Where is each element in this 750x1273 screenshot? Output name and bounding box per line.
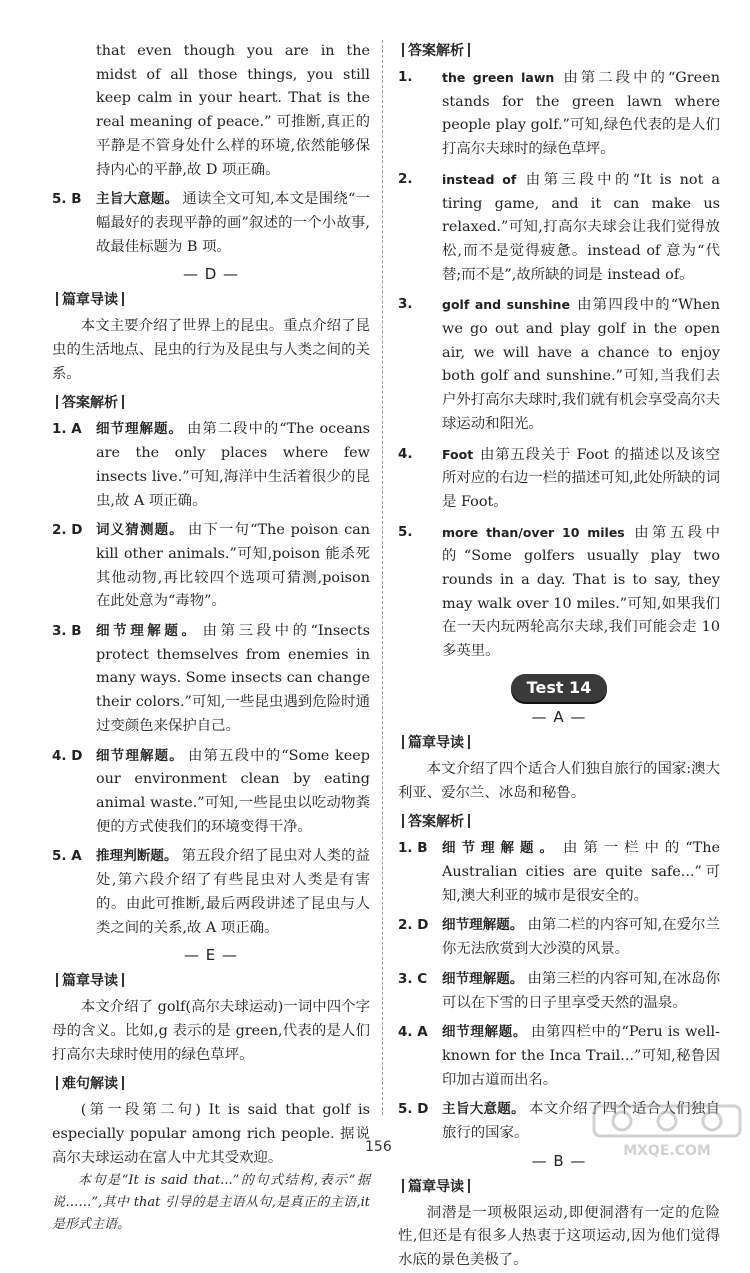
column-divider xyxy=(382,40,383,1115)
question-item xyxy=(52,620,370,739)
question-explanation: 由第三段中的“It is not a tiring game, and it can make us relaxed.”可知,打高尔夫球会让我们觉得放松,而不是觉得疲惫。instead of 意为“代替;而不是”,故所缺的词是 instead of。 xyxy=(442,171,720,283)
question-type: 细节理解题。 xyxy=(442,970,524,987)
question-item xyxy=(398,293,720,436)
section-label: 篇章导读 xyxy=(398,1176,720,1198)
question-item xyxy=(398,968,720,1015)
question-number: 3. C xyxy=(398,970,428,987)
section-label: 答案解析 xyxy=(398,40,720,62)
question-item xyxy=(398,443,720,515)
question-explanation: 由下一句“The poison can kill other animals.”可知,poison 能杀死其他动物,再比较四个选项可猜测,poison 在此处意为“毒物”。 xyxy=(96,522,370,610)
question-explanation: 第五段介绍了昆虫对人类的益处,第六段介绍了有些昆虫对人类是有害的。由此可推断,最后两段讲述了昆虫与人类之间的关系,故 A 项正确。 xyxy=(96,848,370,936)
question-explanation: 由第五段关于 Foot 的描述以及该空所对应的右边一栏的描述可知,此处所缺的词是 Foot。 xyxy=(442,446,720,510)
question-explanation: 由第一栏中的“The Australian cities are quite safe...”可知,澳大利亚的城市是很安全的。 xyxy=(442,840,720,904)
passage-guide: 本文主要介绍了世界上的昆虫。重点介绍了昆虫的生活地点、昆虫的行为及昆虫与人类之间的关系。 xyxy=(52,318,370,382)
question-number: 4. D xyxy=(52,747,83,764)
watermark-text: MXQE.COM xyxy=(623,1143,711,1159)
section-heading-e: — E — xyxy=(183,946,238,965)
section-label: 答案解析 xyxy=(52,392,370,414)
question-explanation: 通读全文可知,本文是围绕“一幅最好的表现平静的画”叙述的一个小故事,故最佳标题为 B 项。 xyxy=(96,191,371,255)
right-column xyxy=(398,40,720,1273)
question-type: 主旨大意题。 xyxy=(442,1101,525,1118)
section-heading-d: — D — xyxy=(182,265,240,284)
answer-text: more than/over 10 miles xyxy=(442,524,625,540)
question-explanation: 由第四栏中的“Peru is well-known for the Inca Trail...”可知,秘鲁因印加古道而出名。 xyxy=(442,1024,720,1088)
question-item xyxy=(52,845,370,940)
question-number: 3. B xyxy=(52,623,82,640)
section-label: 难句解读 xyxy=(52,1073,370,1095)
question-explanation: 由第三栏的内容可知,在冰岛你可以在下雪的日子里享受天然的温泉。 xyxy=(442,970,721,1011)
continued-explanation: that even though you are in the midst of all those things, you still keep calm in your heart. That is the real meaning of peace.” 可推断,真正的平静是不管身处什么样的环境,依然能够保持内心的平静,故 D 项正确。 xyxy=(96,43,370,178)
passage-guide: 本文介绍了 golf(高尔夫球运动)一词中四个字母的含义。比如,g 表示的是 green,代表的是人们打高尔夫球时使用的绿色草坪。 xyxy=(52,999,370,1063)
difficult-sentence-note: 本句是“It is said that...”的句式结构,表示“据说……”,其中 that 引导的是主语从句,是真正的主语,it 是形式主语。 xyxy=(52,1173,370,1233)
question-explanation: 由第五段中的“Some golfers usually play two rounds in a day. That is to say, they may walk over 10 miles.”可知,如果我们在一天内玩两轮高尔夫球,我们可能会走 10 多英里。 xyxy=(442,524,720,660)
answer-text: golf and sunshine xyxy=(442,297,570,313)
question-item xyxy=(52,745,370,840)
answer-text: the green lawn xyxy=(442,70,555,85)
question-explanation: 由第四段中的“When we go out and play golf in the open air, we will have a chance to enjoy both golf and sunshine.”可知,当我们去户外打高尔夫球时,我们就有机会享受高尔夫球运动和阳光。 xyxy=(442,297,720,432)
question-number: 5. xyxy=(398,523,413,540)
question-item xyxy=(398,521,720,664)
question-number: 2. D xyxy=(398,917,429,934)
question-explanation: 由第三段中的“Insects protect themselves from enemies in many ways. Some insects can change their colors.”可知,一些昆虫遇到危险时通过变颜色来保护自己。 xyxy=(96,623,370,734)
question-number: 1. A xyxy=(52,421,82,438)
question-item xyxy=(52,188,370,259)
question-type: 细节理解题。 xyxy=(96,623,199,640)
question-number: 5. D xyxy=(398,1101,429,1118)
question-number: 2. xyxy=(398,170,413,187)
question-item xyxy=(398,168,720,288)
section-label: 答案解析 xyxy=(398,811,720,833)
test-badge: Test 14 xyxy=(511,674,607,702)
section-heading-b: — B — xyxy=(531,1151,587,1170)
question-number: 5. B xyxy=(52,191,82,208)
page-number: 156 xyxy=(365,1139,392,1155)
difficult-sentence: (第一段第二句) It is said that golf is especially popular among rich people. 据说高尔夫球运动在富人中尤其受欢迎。 xyxy=(52,1102,370,1166)
question-explanation: 由第五段中的“Some keep our environment clean by eating animal waste.”可知,一些昆虫以吃动物粪便的方式使我们的环境变得干净。 xyxy=(96,747,370,835)
question-item xyxy=(398,914,720,961)
question-item xyxy=(398,66,720,162)
question-explanation: 本文介绍了四个适合人们独自旅行的国家。 xyxy=(442,1101,720,1142)
answer-text: Foot xyxy=(442,446,474,462)
question-item xyxy=(52,519,370,614)
passage-guide: 本文介绍了四个适合人们独自旅行的国家:澳大利亚、爱尔兰、冰岛和秘鲁。 xyxy=(398,760,720,801)
section-label: 篇章导读 xyxy=(52,970,370,992)
question-type: 词义猜测题。 xyxy=(96,522,184,539)
question-number: 5. A xyxy=(52,848,82,865)
question-number: 3. xyxy=(398,296,413,313)
watermark-logo xyxy=(592,1102,742,1160)
question-item xyxy=(398,1021,720,1092)
section-heading-a: — A — xyxy=(531,707,587,726)
question-type: 细节理解题。 xyxy=(442,840,559,857)
question-type: 细节理解题。 xyxy=(96,421,183,438)
question-type: 细节理解题。 xyxy=(442,917,524,934)
question-type: 推理判断题。 xyxy=(96,848,178,865)
passage-guide: 洞潜是一项极限运动,即便洞潜有一定的危险性,但还是有很多人热衷于这项运动,因为他们觉得水底的景色美极了。 xyxy=(398,1204,720,1269)
question-type: 细节理解题。 xyxy=(442,1024,528,1041)
question-item xyxy=(52,418,370,513)
section-label: 篇章导读 xyxy=(52,289,370,311)
section-label: 篇章导读 xyxy=(398,732,720,754)
question-number: 4. xyxy=(398,445,413,462)
question-item xyxy=(398,837,720,908)
question-number: 1. B xyxy=(398,840,428,857)
question-number: 4. A xyxy=(398,1024,428,1041)
question-type: 细节理解题。 xyxy=(96,747,184,764)
question-explanation: 由第二栏的内容可知,在爱尔兰你无法欣赏到大沙漠的风景。 xyxy=(442,917,721,958)
question-type: 主旨大意题。 xyxy=(96,191,179,208)
question-explanation: 由第二段中的“The oceans are the only places where few insects live.”可知,海洋中生活着很少的昆虫,故 A 项正确。 xyxy=(96,421,370,509)
answer-text: instead of xyxy=(442,171,517,187)
left-column xyxy=(52,40,370,1236)
question-number: 2. D xyxy=(52,522,83,539)
question-explanation: 由第二段中的“Green stands for the green lawn where people play golf.”可知,绿色代表的是人们打高尔夫球时的绿色草坪。 xyxy=(442,70,720,158)
question-number: 1. xyxy=(398,69,413,85)
